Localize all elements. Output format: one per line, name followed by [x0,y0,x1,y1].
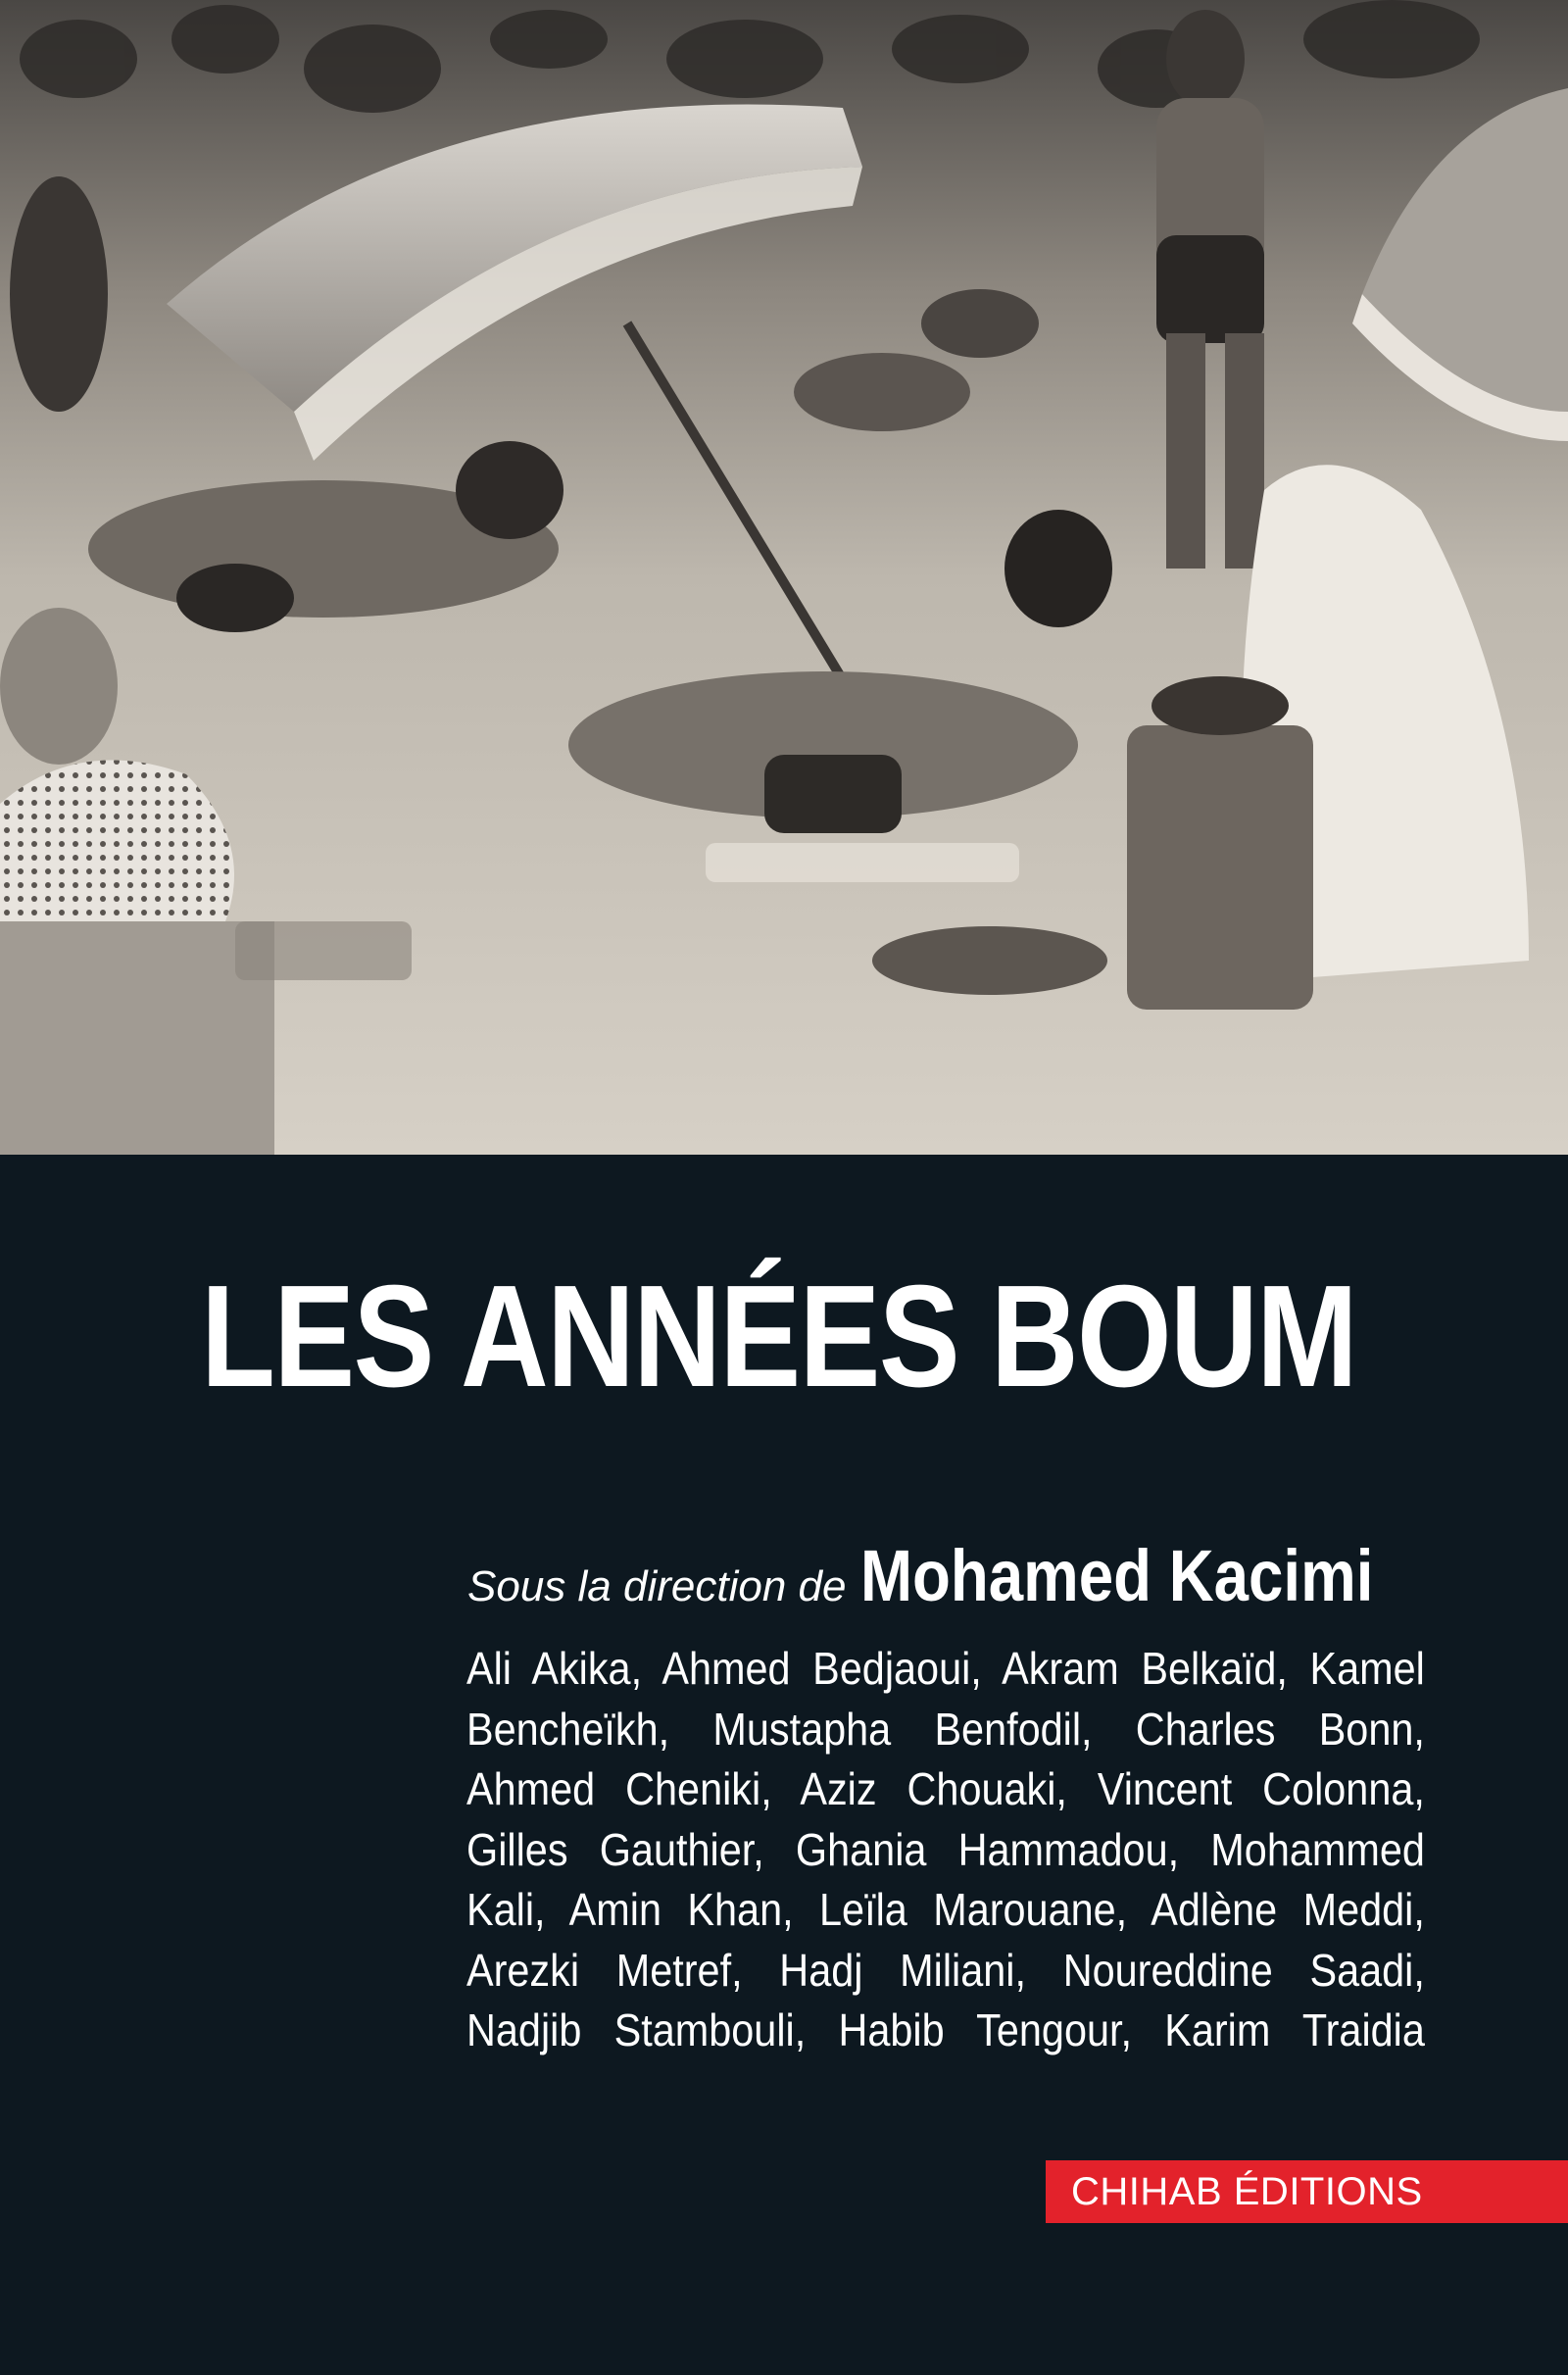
contributor-line: Bencheïkh, Mustapha Benfodil, Charles Bonn, [466,1703,1425,1755]
direction-line [467,1534,1428,1617]
contributor-line: Gilles Gauthier, Ghania Hammadou, Mohammed [466,1823,1425,1875]
publisher-band: CHIHAB ÉDITIONS [1046,2160,1568,2223]
contributor-line: Nadjib Stambouli, Habib Tengour, Karim Traidia [466,2004,1425,2055]
book-title: LES ANNÉES BOUM [201,1256,1356,1417]
contributor-line: Kali, Amin Khan, Leïla Marouane, Adlène Meddi, [466,1884,1425,1935]
cover-photo [0,0,1568,1155]
beach-photo-illustration [0,0,1568,1155]
contributors-list [466,1639,1425,2061]
direction-label: Sous la direction de [467,1562,847,1610]
contributor-line: Ahmed Cheniki, Aziz Chouaki, Vincent Colonna, [466,1763,1425,1814]
contributor-line: Arezki Metref, Hadj Miliani, Noureddine Saadi, [466,1944,1425,1996]
director-name: Mohamed Kacimi [859,1535,1374,1616]
contributor-line: Ali Akika, Ahmed Bedjaoui, Akram Belkaïd, Kamel [466,1643,1425,1694]
